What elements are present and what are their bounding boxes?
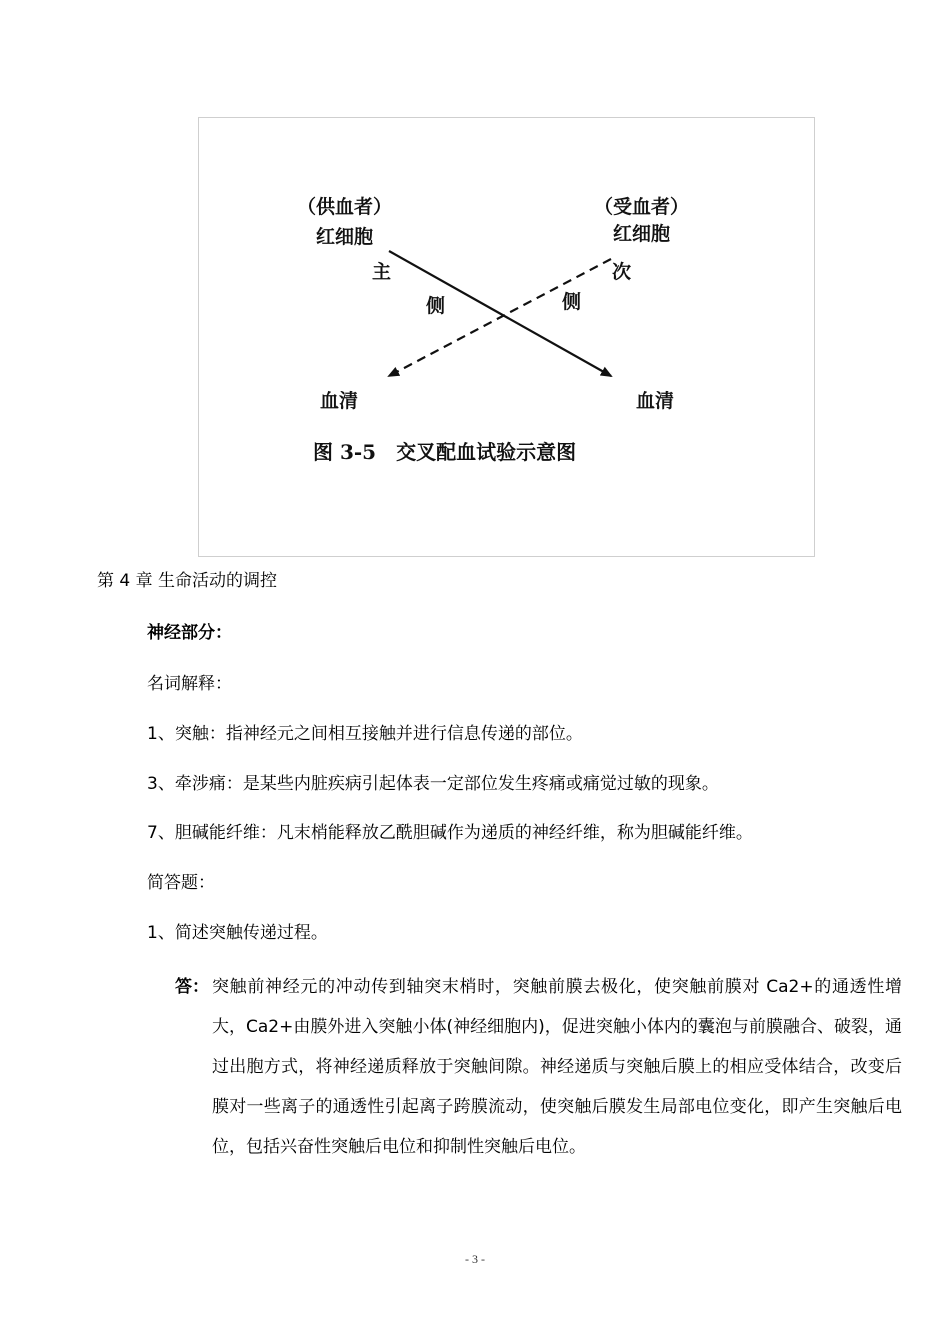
- chapter-title: 第 4 章 生命活动的调控: [97, 571, 278, 591]
- term-item: 1、突触：指神经元之间相互接触并进行信息传递的部位。: [147, 724, 583, 744]
- recipient-cell-label: 红细胞: [613, 223, 671, 245]
- section-title: 神经部分：: [147, 623, 232, 643]
- page-number: - 3 -: [465, 1252, 485, 1266]
- term-item: 3、牵涉痛：是某些内脏疾病引起体表一定部位发生疼痛或痛觉过敏的现象。: [147, 774, 719, 794]
- question-1: 1、简述突触传递过程。: [147, 923, 328, 943]
- serum-left-label: 血清: [320, 390, 359, 412]
- short-answer-heading: 简答题：: [147, 873, 215, 893]
- answer-label: 答：: [175, 977, 209, 997]
- answer-1-text: 突触前神经元的冲动传到轴突末梢时，突触前膜去极化，使突触前膜对 Ca2+的通透性增大，Ca2+由膜外进入突触小体(神经细胞内)，促进突触小体内的囊泡与前膜融合、破裂，通过出胞方式，将神经递质释放于突触间隙。神经递质与突触后膜上的相应受体结合，改变后膜对一些离子的通透性引起离子跨膜流动，使突触后膜发生局部电位变化，即产生突触后电位，包括兴奋性突触后电位和抑制性突触后电位。: [212, 977, 902, 1157]
- recipient-label: （受血者）: [594, 196, 690, 218]
- figure-cross-match-diagram: [198, 117, 815, 557]
- minor-side-label: 侧: [562, 291, 582, 313]
- serum-right-label: 血清: [636, 390, 675, 412]
- terms-heading: 名词解释：: [147, 674, 232, 694]
- major-side-label: 侧: [426, 295, 446, 317]
- cross-match-svg: [199, 118, 816, 558]
- donor-label: （供血者）: [297, 196, 393, 218]
- minor-label: 次: [612, 261, 632, 283]
- major-label: 主: [372, 261, 392, 283]
- term-item: 7、胆碱能纤维：凡末梢能释放乙酰胆碱作为递质的神经纤维，称为胆碱能纤维。: [147, 823, 753, 843]
- donor-cell-label: 红细胞: [316, 226, 374, 248]
- figure-caption: 图 3-5 交叉配血试验示意图: [313, 440, 577, 464]
